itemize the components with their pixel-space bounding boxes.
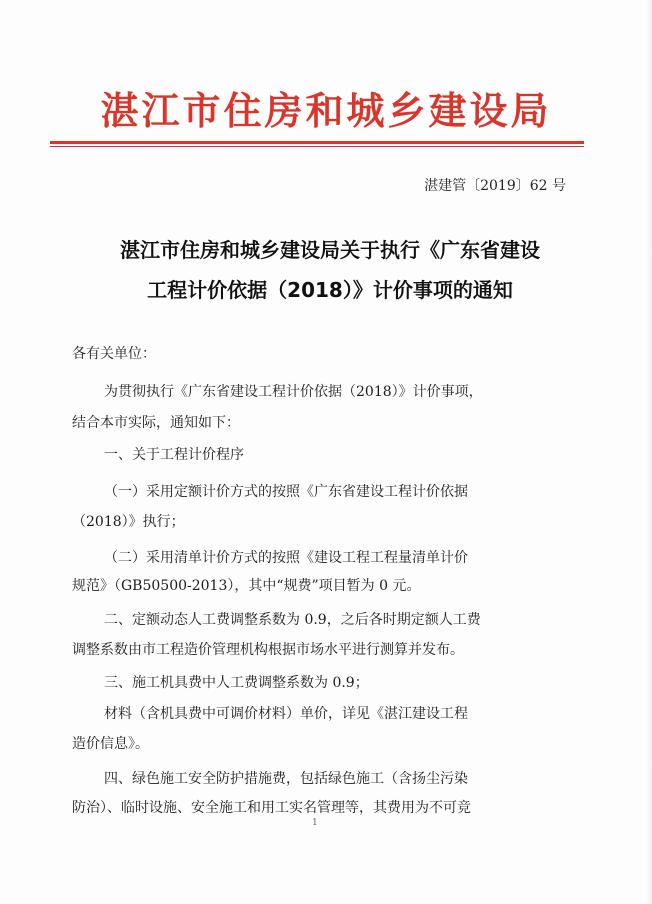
- body-line: 材料（含机具费中可调价材料）单价，详见《湛江建设工程: [104, 706, 468, 722]
- letterhead-title: 湛江市住房和城乡建设局: [100, 89, 552, 133]
- page-edge-shadow: [646, 0, 652, 904]
- body-line: 三、施工机具费中人工费调整系数为 0.9；: [104, 675, 369, 691]
- page-number: 1: [312, 818, 318, 828]
- document-title-line-1: 湛江市住房和城乡建设局关于执行《广东省建设: [120, 238, 540, 262]
- body-line: 造价信息》。: [72, 736, 149, 752]
- document-title: [50, 230, 610, 310]
- body-line: 结合本市实际，通知如下：: [72, 415, 240, 431]
- section-heading: 一、关于工程计价程序: [104, 447, 244, 463]
- document-number: 湛建管〔2019〕62 号: [424, 178, 566, 194]
- body-line: 为贯彻执行《广东省建设工程计价依据（2018）》计价事项，: [104, 384, 483, 400]
- salutation: 各有关单位：: [72, 346, 156, 362]
- letterhead-divider-thin: [50, 146, 584, 147]
- body-line: （二）采用清单计价方式的按照《建设工程工程量清单计价: [104, 550, 468, 566]
- document-title-line-2: 工程计价依据（2018）》计价事项的通知: [147, 278, 513, 302]
- body-line: 防治）、临时设施、安全施工和用工实名管理等，其费用为不可竞: [72, 800, 471, 816]
- body-line: 调整系数由市工程造价管理机构根据市场水平进行测算并发布。: [72, 642, 464, 658]
- body-line: 规范》（GB50500-2013），其中“规费”项目暂为 0 元。: [72, 578, 421, 594]
- body-line: 四、绿色施工安全防护措施费，包括绿色施工（含扬尘污染: [104, 771, 468, 787]
- body-line: 二、定额动态人工费调整系数为 0.9，之后各时期定额人工费: [104, 612, 481, 628]
- body-line: （一）采用定额计价方式的按照《广东省建设工程计价依据: [104, 484, 468, 500]
- body-line: （2018）》执行；: [72, 514, 185, 530]
- letterhead-divider-thick: [50, 141, 584, 144]
